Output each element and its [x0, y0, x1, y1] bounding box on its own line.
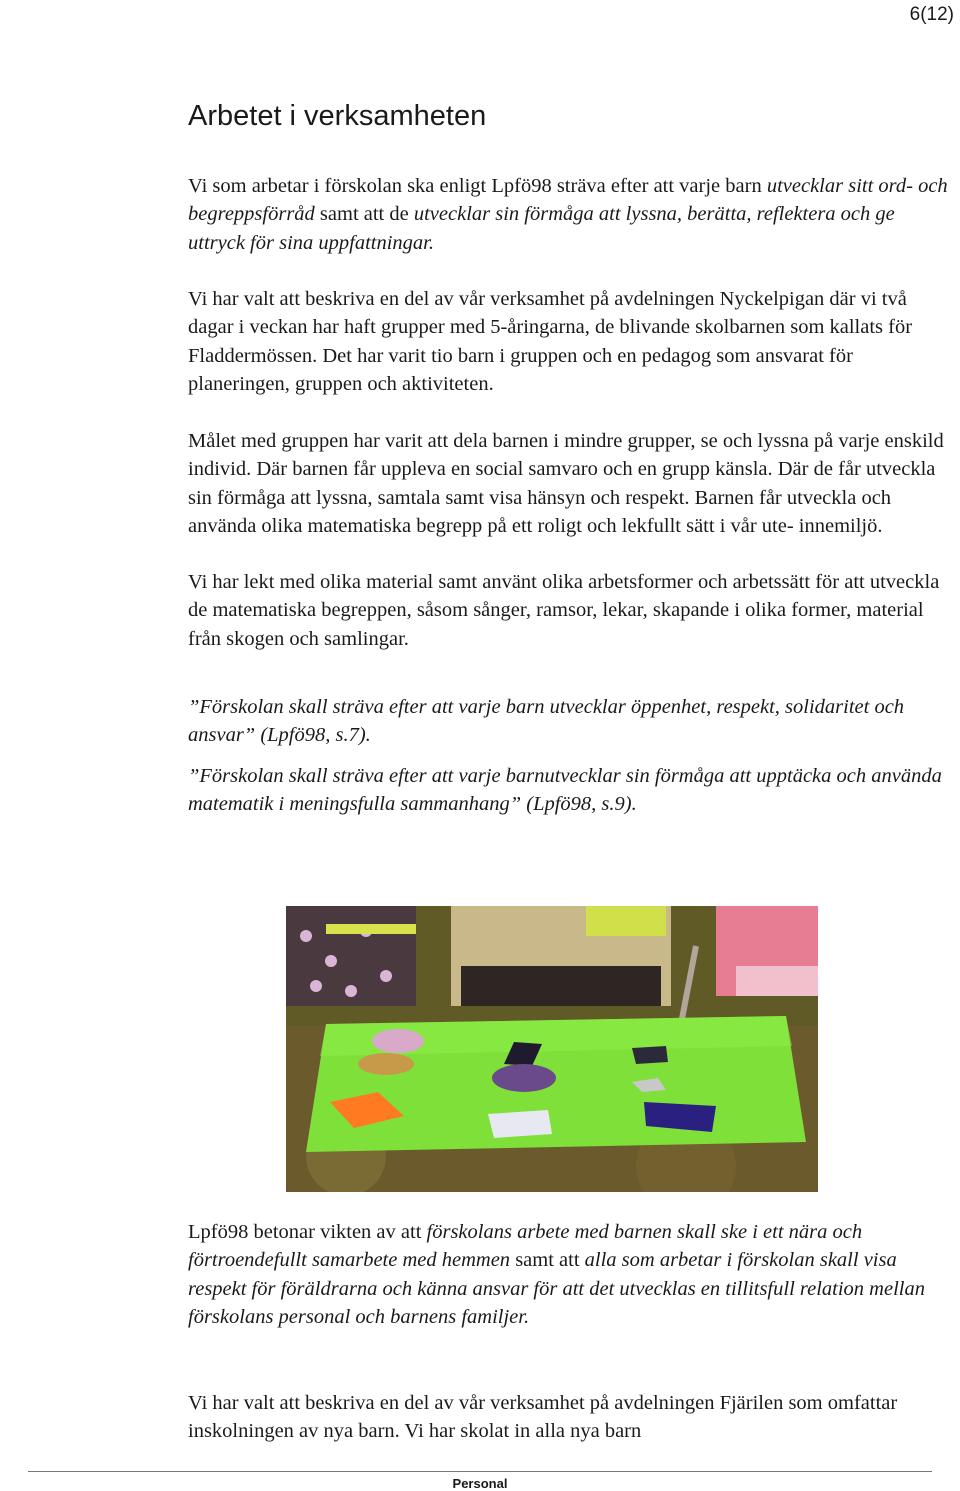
body-paragraph-3: Vi har lekt med olika material samt använt olika arbetsformer och arbetssätt för att utveckla de matematiska begreppen, såsom sånger, ramsor, lekar, skapande i olika former, material från skogen och samlingar.: [188, 571, 940, 650]
lpfo-text-2: förskolans arbete med barnen skall ske i ett nära och förtroendefullt samarbete med hemmen: [188, 1221, 863, 1272]
intro-paragraph: [188, 172, 948, 257]
activity-photo: [286, 906, 818, 1192]
intro-text-4: utvecklar sin förmåga att lyssna, berätta, reflektera och ge uttryck för sina uppfattningar.: [188, 203, 895, 254]
intro-text-3: samt att de: [314, 203, 414, 226]
intro-text-2: utvecklar sitt ord- och begreppsförråd: [188, 175, 948, 226]
body-paragraph-2: Målet med gruppen har varit att dela barnen i mindre grupper, se och lyssna på varje enskild individ. Där barnen får uppleva en social samvaro och en grupp känsla. Där de får utveckla sin förmåga att lyssna, samtala samt visa hänsyn och respekt. Barnen får utveckla och använda olika matematiska begrepp på ett roligt och lekfullt sätt i vår ute- innemiljö.: [188, 430, 944, 537]
footer-divider: [28, 1471, 932, 1472]
page-heading: Arbetet i verksamheten: [188, 100, 487, 132]
lpfo-paragraph: [188, 1218, 948, 1331]
lpfo-text-3: samt att: [510, 1249, 585, 1272]
intro-text-1: Vi som arbetar i förskolan ska enligt Lpfö98 sträva efter att varje barn: [188, 175, 767, 197]
quote-1: ”Förskolan skall sträva efter att varje barn utvecklar öppenhet, respekt, solidaritet och ansvar” (Lpfö98, s.7).: [188, 696, 905, 747]
footer-label: Personal: [452, 1476, 508, 1491]
lpfo-text-1: Lpfö98 betonar vikten av att: [188, 1221, 427, 1243]
quote-2: ”Förskolan skall sträva efter att varje barnutvecklar sin förmåga att upptäcka och använda matematik i meningsfulla sammanhang” (Lpfö98, s.9).: [188, 765, 942, 816]
body-paragraph-1: Vi har valt att beskriva en del av vår verksamhet på avdelningen Nyckelpigan där vi två dagar i veckan har haft grupper med 5-åringarna, de blivande skolbarnen som kallats för Fladdermössen. Det har varit tio barn i gruppen och en pedagog som ansvarat för planeringen, gruppen och aktiviteten.: [188, 288, 913, 395]
photo-children-green-cloth-shapes-icon: [286, 906, 818, 1192]
closing-paragraph: Vi har valt att beskriva en del av vår verksamhet på avdelningen Fjärilen som omfattar inskolningen av nya barn. Vi har skolat in alla nya barn: [188, 1392, 898, 1443]
page-number: 6(12): [909, 4, 954, 25]
lpfo-text-4: alla som arbetar i förskolan skall visa respekt för föräldrarna och känna ansvar för att det utvecklas en tillitsfull relation mellan förskolans personal och barnens familjer.: [188, 1249, 925, 1328]
